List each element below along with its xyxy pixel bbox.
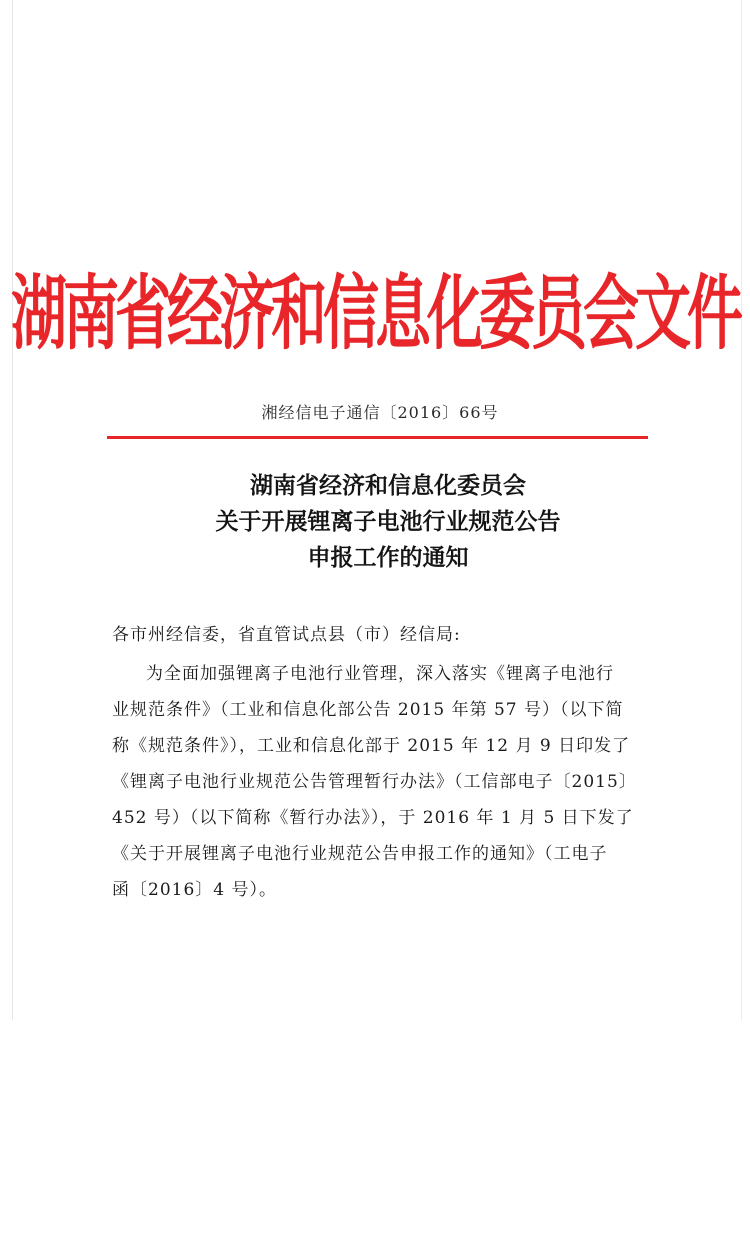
- paragraph-line: 《锂离子电池行业规范公告管理暂行办法》（工信部电子〔2015〕: [112, 772, 637, 792]
- document-number: 湘经信电子通信〔2016〕66号: [261, 403, 499, 422]
- body-paragraph: [112, 656, 662, 908]
- paragraph-line: 452 号）（以下简称《暂行办法》），于 2016 年 1 月 5 日下发了: [112, 808, 634, 828]
- paragraph-line: 《关于开展锂离子电池行业规范公告申报工作的通知》（工电子: [112, 844, 608, 864]
- paragraph-line: 函〔2016〕4 号）。: [112, 880, 277, 900]
- issuer-banner: 湖南省经济和信息化委员会文件: [11, 265, 739, 362]
- paragraph-line: 为全面加强锂离子电池行业管理，深入落实《锂离子电池行: [146, 664, 614, 684]
- salutation: 各市州经信委，省直管试点县（市）经信局:: [112, 625, 461, 645]
- red-divider-line: [107, 436, 648, 439]
- paragraph-line: 称《规范条件》），工业和信息化部于 2015 年 12 月 9 日印发了: [112, 736, 631, 756]
- paragraph-line: 业规范条件》（工业和信息化部公告 2015 年第 57 号）（以下简: [112, 700, 624, 720]
- title-line-1: 湖南省经济和信息化委员会: [250, 472, 526, 499]
- title-line-2: 关于开展锂离子电池行业规范公告: [215, 508, 561, 535]
- document-title: [0, 468, 750, 576]
- title-line-3: 申报工作的通知: [307, 544, 469, 571]
